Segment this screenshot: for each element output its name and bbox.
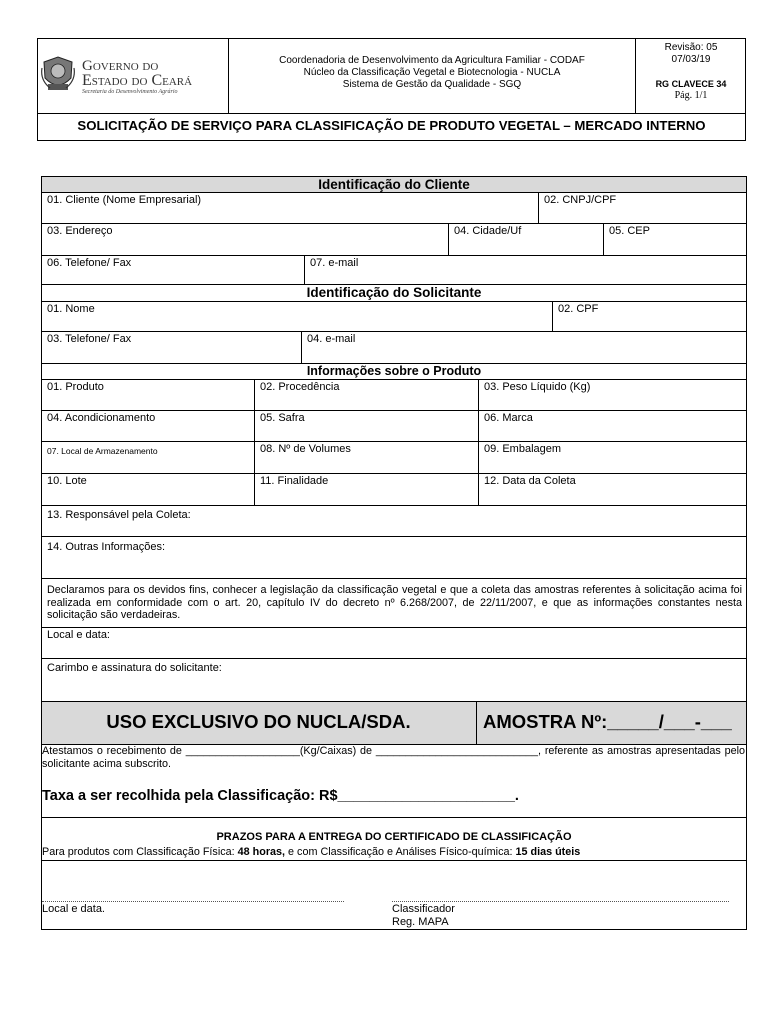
deadlines-15-days: 15 dias úteis bbox=[512, 846, 581, 858]
product-purpose-field[interactable]: 11. Finalidade bbox=[254, 473, 479, 506]
deadlines-text bbox=[42, 846, 746, 858]
client-phone-field[interactable]: 06. Telefone/ Fax bbox=[41, 255, 305, 285]
product-name-field[interactable]: 01. Produto bbox=[41, 379, 255, 411]
client-address-field[interactable]: 03. Endereço bbox=[41, 223, 449, 256]
declaration-text: Declaramos para os devidos fins, conhecer a legislação da classificação vegetal e que a coleta das amostras referentes à solicitação acima foi realizada em conformidade com o art. 20, capítulo IV do decreto nº 6.268/2007, de 22/11/2007, e que as informações constantes nesta solicitação são verdadeiras. bbox=[41, 578, 747, 628]
collection-responsible-field[interactable]: 13. Responsável pela Coleta: bbox=[41, 505, 747, 537]
header-sgq: Sistema de Gestão da Qualidade - SGQ bbox=[342, 79, 522, 90]
product-packing-field[interactable]: 04. Acondicionamento bbox=[41, 410, 255, 442]
header-nucla: Núcleo da Classificação Vegetal e Biotecnologia - NUCLA bbox=[303, 67, 561, 78]
deadlines-48h: 48 horas, bbox=[234, 846, 286, 858]
product-lot-field[interactable]: 10. Lote bbox=[41, 473, 255, 506]
product-collection-date-field[interactable]: 12. Data da Coleta bbox=[478, 473, 747, 506]
product-origin-field[interactable]: 02. Procedência bbox=[254, 379, 479, 411]
document-code: RG CLAVECE 34 bbox=[655, 79, 727, 89]
client-email-field[interactable]: 07. e-mail bbox=[304, 255, 747, 285]
revision-date: 07/03/19 bbox=[671, 54, 711, 65]
nucla-divider bbox=[476, 701, 477, 745]
header-revision bbox=[636, 42, 746, 102]
fee-divider bbox=[41, 817, 747, 818]
requester-section-header: Identificação do Solicitante bbox=[41, 284, 747, 302]
product-section-header: Informações sobre o Produto bbox=[41, 363, 747, 380]
client-cnpj-field[interactable]: 02. CNPJ/CPF bbox=[538, 192, 747, 224]
client-cep-field[interactable]: 05. CEP bbox=[603, 223, 747, 256]
product-volumes-field[interactable]: 08. Nº de Volumes bbox=[254, 441, 479, 474]
client-section-header: Identificação do Cliente bbox=[41, 176, 747, 193]
stamp-signature-field[interactable]: Carimbo e assinatura do solicitante: bbox=[41, 658, 747, 702]
revision-label: Revisão: 05 bbox=[664, 42, 718, 53]
product-storage-field[interactable]: 07. Local de Armazenamento bbox=[41, 441, 255, 474]
requester-name-field[interactable]: 01. Nome bbox=[41, 301, 553, 332]
header-divider-h bbox=[37, 113, 746, 114]
local-date-signature-line bbox=[42, 901, 344, 902]
logo-secretaria: Secretaria do Desenvolvimento Agrário bbox=[82, 89, 178, 95]
product-brand-field[interactable]: 06. Marca bbox=[478, 410, 747, 442]
sample-number-label: AMOSTRA Nº:_____/___-___ bbox=[483, 711, 732, 732]
local-date-label: Local e data. bbox=[42, 903, 105, 915]
requester-email-field[interactable]: 04. e-mail bbox=[301, 331, 747, 364]
classifier-label: Classificador bbox=[392, 903, 455, 915]
deadlines-physicochemical: e com Classificação e Análises Físico-química: bbox=[285, 846, 513, 858]
mapa-registration-label: Reg. MAPA bbox=[392, 916, 449, 928]
requester-phone-field[interactable]: 03. Telefone/ Fax bbox=[41, 331, 302, 364]
client-city-field[interactable]: 04. Cidade/Uf bbox=[448, 223, 604, 256]
logo-governo: Governo do bbox=[82, 58, 159, 74]
nucla-exclusive-label: USO EXCLUSIVO DO NUCLA/SDA. bbox=[106, 711, 411, 732]
deadlines-physical: Para produtos com Classificação Física: bbox=[42, 846, 235, 858]
classifier-signature-line bbox=[392, 901, 729, 902]
fee-statement: Taxa a ser recolhida pela Classificação: R$______________________. bbox=[42, 788, 519, 804]
receipt-statement: Atestamos o recebimento de ___________________(Kg/Caixas) de ___________________________, referente as amostras apresentadas pelo solicitante acima subscrito. bbox=[42, 745, 745, 770]
ceara-coat-of-arms-icon bbox=[40, 54, 76, 94]
product-weight-field[interactable]: 03. Peso Líquido (Kg) bbox=[478, 379, 747, 411]
product-harvest-field[interactable]: 05. Safra bbox=[254, 410, 479, 442]
logo-estado: Estado do Ceará bbox=[82, 72, 193, 89]
requester-cpf-field[interactable]: 02. CPF bbox=[552, 301, 747, 332]
page-title: SOLICITAÇÃO DE SERVIÇO PARA CLASSIFICAÇÃO DE PRODUTO VEGETAL – MERCADO INTERNO bbox=[77, 118, 706, 133]
deadlines-title: PRAZOS PARA A ENTREGA DO CERTIFICADO DE CLASSIFICAÇÃO bbox=[216, 831, 572, 843]
other-info-field[interactable]: 14. Outras Informações: bbox=[41, 536, 747, 579]
deadlines-divider bbox=[41, 860, 747, 861]
product-package-field[interactable]: 09. Embalagem bbox=[478, 441, 747, 474]
client-name-field[interactable]: 01. Cliente (Nome Empresarial) bbox=[41, 192, 539, 224]
declaration-local-date-field[interactable]: Local e data: bbox=[41, 627, 747, 659]
header-codaf: Coordenadoria de Desenvolvimento da Agricultura Familiar - CODAF bbox=[279, 55, 585, 66]
header-center bbox=[229, 55, 635, 91]
page-number: Pág. 1/1 bbox=[674, 90, 708, 101]
